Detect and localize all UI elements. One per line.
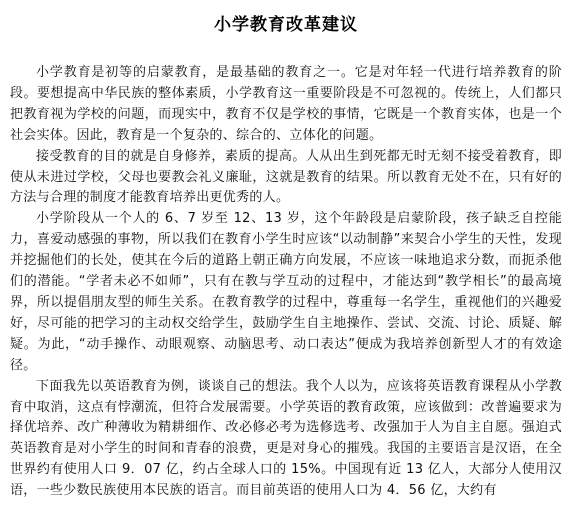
paragraph-intro: 小学教育是初等的启蒙教育，是最基础的教育之一。它是对年轻一代进行培养教育的阶段。要想提高中华民族的整体素质，小学教育这一重要阶段是不可忽视的。传统上，人们都只把教育视为学校的问题，而现实中，教育不仅是学校的事情，它既是一个教育实体，也是一个社会实体。因此，教育是一个复杂的、综合的、立体化的问题。 [10, 65, 562, 143]
document-title: 小学教育改革建议 [214, 15, 358, 35]
paragraph-primary-stage: 小学阶段从一个人的 6、7 岁至 12、13 岁，这个年龄段是启蒙阶段，孩子缺乏自控能力，喜爱动感强的事物，所以我们在教育小学生时应该“以动制静”来契合小学生的天性，发现并挖掘他们的长处，使其在今后的道路上朝正确方向发展，不应该一味地追求分数，而扼杀他们的潜能。“学者未必不如师”，只有在教与学互动的过程中，才能达到“教学相长”的最高境界，所以提倡朋友型的师生关系。在教育教学的过程中，尊重每一名学生，重视他们的兴趣爱好，尽可能的把学习的主动权交给学生，鼓励学生自主地操作、尝试、交流、讨论、质疑、解疑。为此，“动手操作、动眼观察、动脑思考、动口表达”便成为我培养创新型人才的有效途径。 [10, 211, 562, 373]
paragraph-english-education: 下面我先以英语教育为例，谈谈自己的想法。我个人以为，应该将英语教育课程从小学教育中取消，这点有悖潮流，但符合发展需要。小学英语的教育政策，应该做到：改普遍要求为择优培养、改广种薄收为精耕细作、改必修必考为选修选考、改强加于人为自主自愿。强迫式英语教育是对小学生的时间和青春的浪费，更是对身心的摧残。我国的主要语言是汉语，在全世界约有使用人口 9．07 亿，约占全球人口的 15%。中国现有近 13 亿人，大部分人使用汉语，一些少数民族使用本民族的语言。而目前英语的使用人口为 4．56 亿，大约有 [10, 378, 562, 499]
paragraph-purpose: 接受教育的目的就是自身修养，素质的提高。人从出生到死都无时无刻不接受着教育，即使从未进过学校，父母也要教会礼义廉耻，这就是教育的结果。所以教育无处不在，只有好的方法与合理的制度才能教育培养出更优秀的人。 [10, 148, 562, 206]
document-body [10, 63, 562, 502]
